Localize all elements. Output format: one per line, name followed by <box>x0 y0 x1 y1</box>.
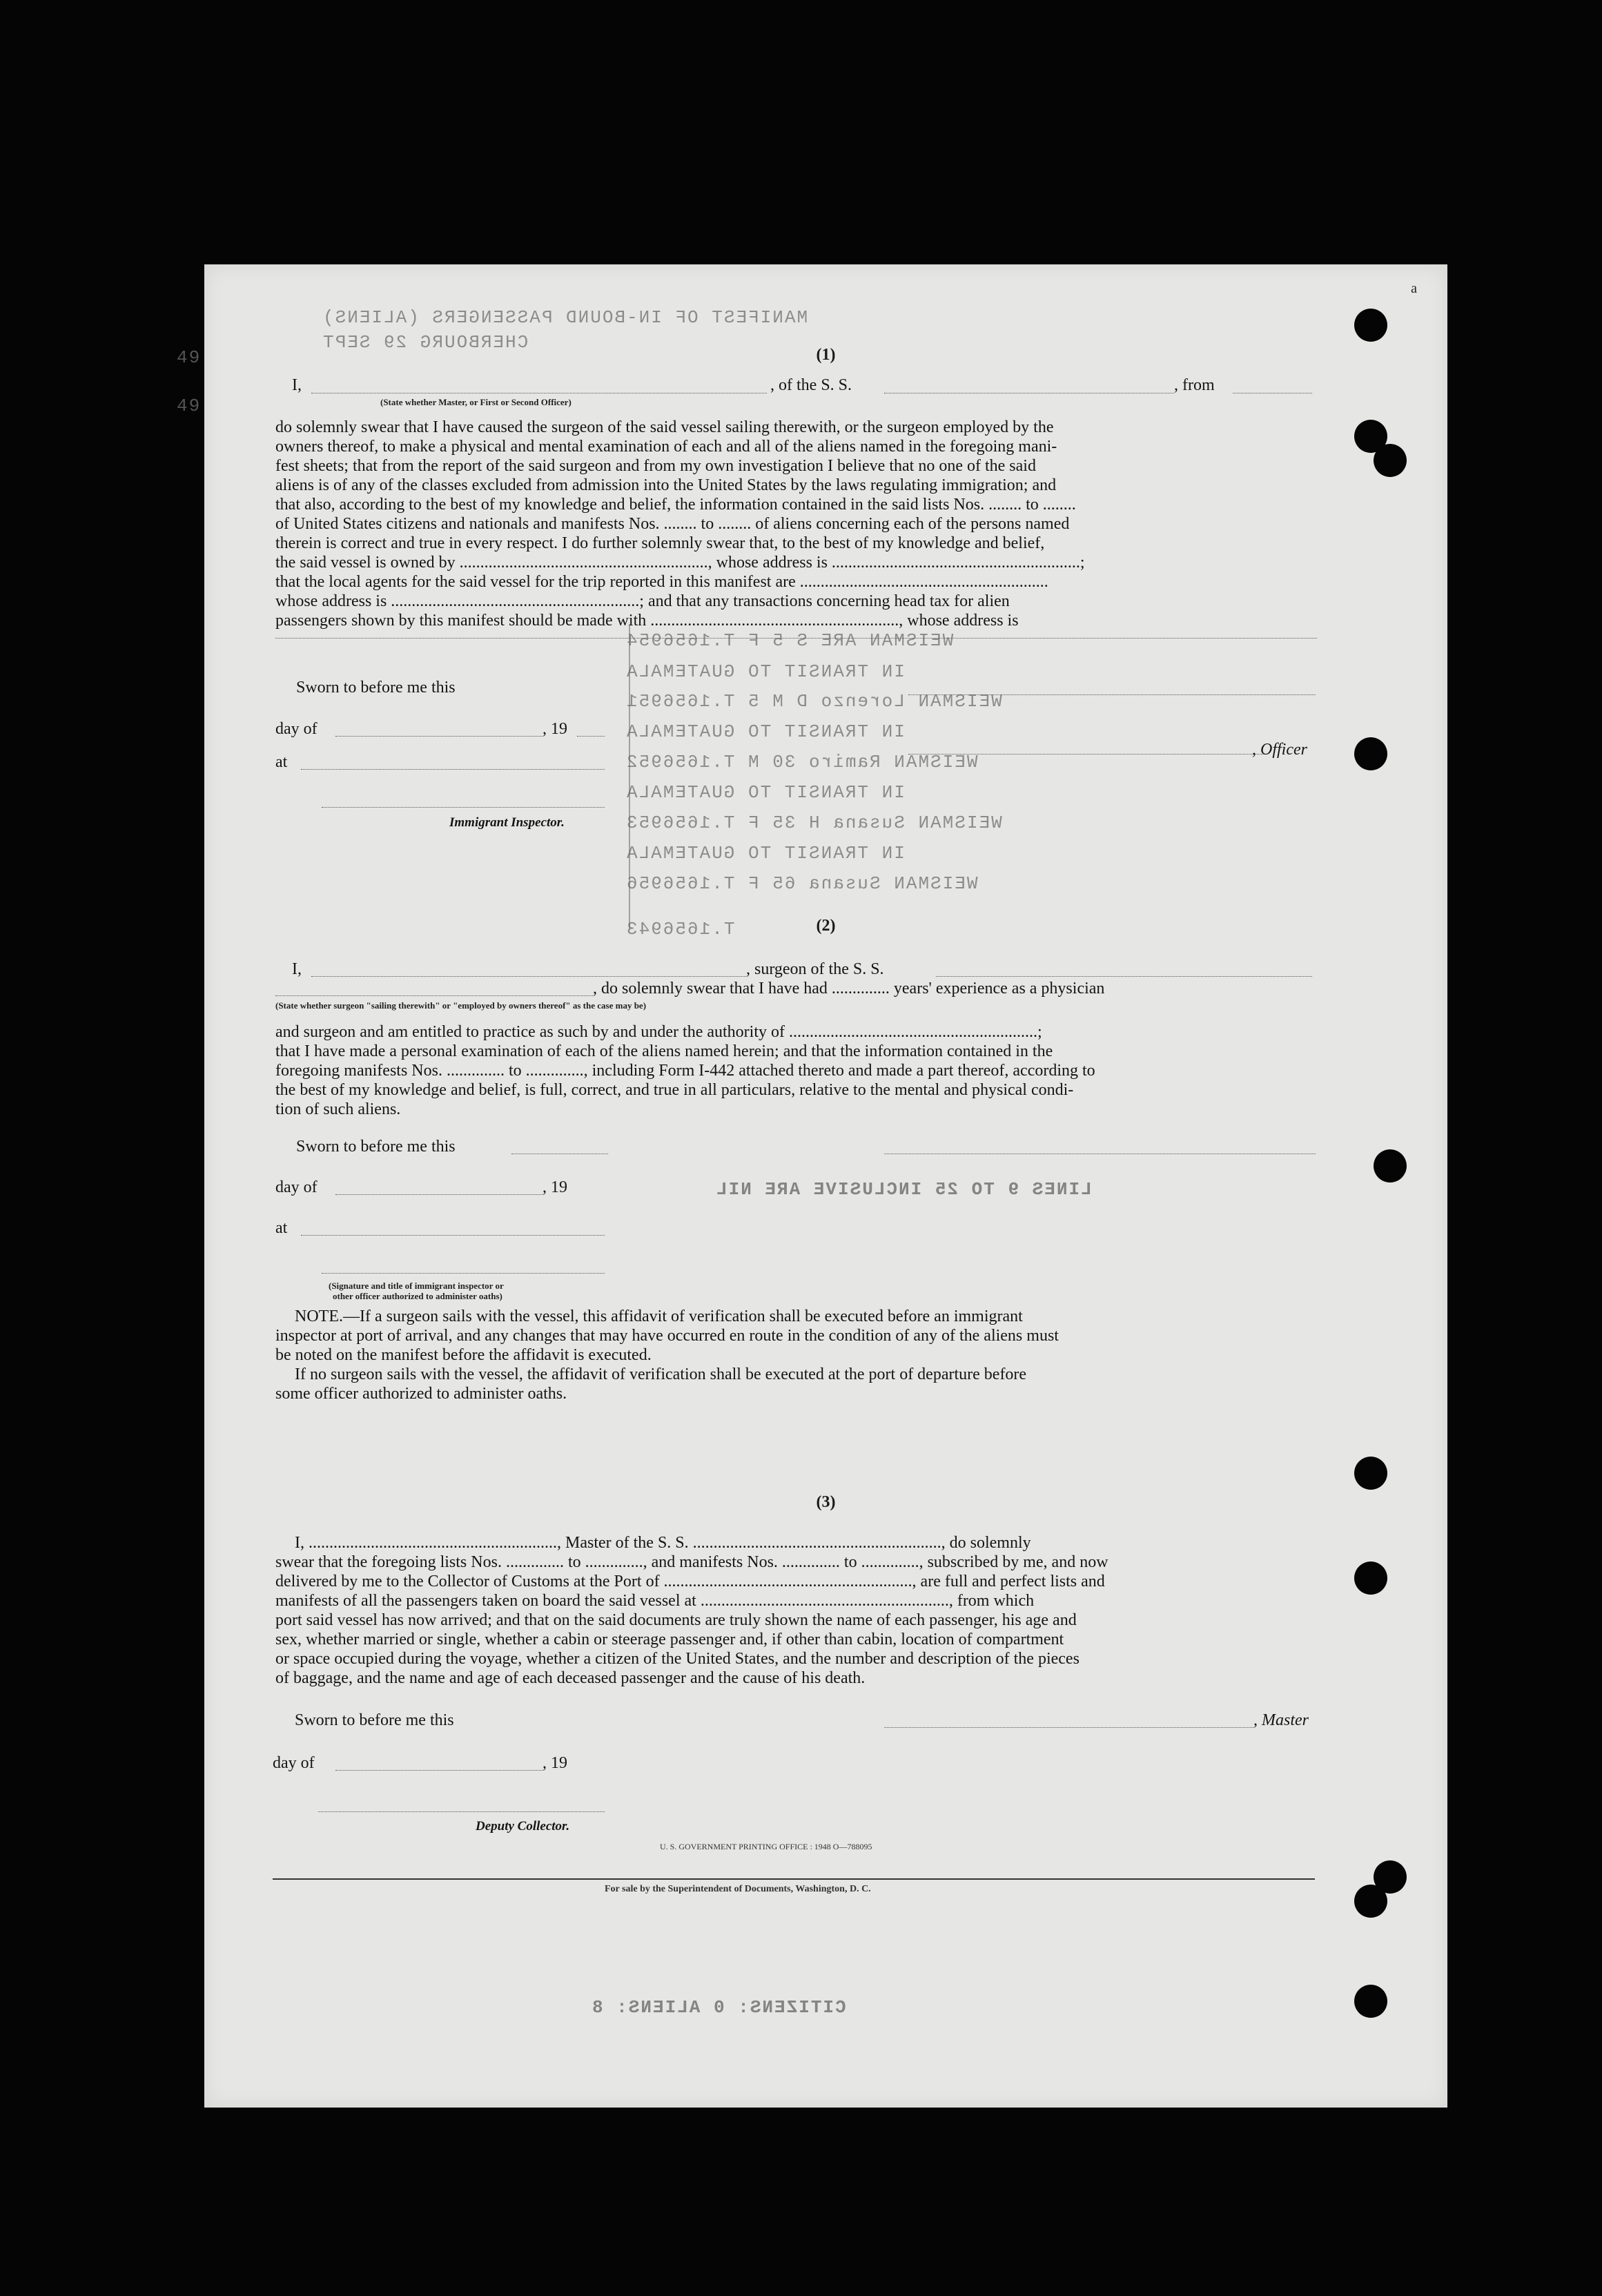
officer-signature-field[interactable] <box>908 694 1316 695</box>
affidavit3-year: , 19 <box>543 1754 567 1772</box>
bleed-line: WEISMAN Susana H 35 F T.1656953 <box>625 813 1002 833</box>
punch-hole <box>1374 444 1407 477</box>
affidavit2-sworn: Sworn to before me this <box>296 1138 456 1156</box>
surgeon-name-field[interactable] <box>311 975 746 977</box>
affidavit2-day-field[interactable] <box>335 1194 543 1195</box>
bleed-header-columns: CHERBOURG 29 SEPT <box>322 332 529 353</box>
affidavit1-body-line: whose address is ............................................................; and that any transactions concerning head tax for alien <box>275 592 1010 610</box>
head-tax-address-field[interactable] <box>275 637 1317 639</box>
affidavit3-body-line: port said vessel has now arrived; and that on the said documents are truly shown the name of each passenger, his age and <box>275 1611 1077 1629</box>
printing-office-line: U. S. GOVERNMENT PRINTING OFFICE : 1948 O—788095 <box>660 1842 872 1851</box>
affidavit2-i-label: I, <box>292 960 302 978</box>
punch-hole <box>1354 1985 1387 2018</box>
affidavit2-day-of: day of <box>275 1178 318 1196</box>
affidavit1-of-ss: , of the S. S. <box>770 376 852 394</box>
affidavit1-officer: , Officer <box>1252 741 1307 759</box>
officer-title-field[interactable] <box>908 753 1267 755</box>
footer-rule <box>273 1878 1315 1880</box>
affidavit3-day-of: day of <box>273 1754 315 1772</box>
officer-name-field[interactable] <box>311 392 767 393</box>
affidavit2-caption: (State whether surgeon "sailing therewith" or "employed by owners thereof" as the case may be) <box>275 1000 647 1011</box>
vessel-name-field[interactable] <box>884 392 1174 393</box>
bleed-line: WEISMAN Susana 65 F T.1656956 <box>625 873 978 894</box>
manifest-back-page <box>177 264 1447 2108</box>
bleed-line: IN TRANSIT TO GUATEMALA <box>625 782 905 803</box>
affidavit1-body-line: the said vessel is owned by ............................................................, whose address is ............................................................; <box>275 554 1085 572</box>
affidavit3-body-line: delivered by me to the Collector of Customs at the Port of ............................................................, are full and perfect lists and <box>275 1573 1105 1590</box>
punch-hole <box>1354 737 1387 770</box>
affidavit3-body-line: sex, whether married or single, whether a cabin or steerage passenger and, if other than cabin, location of compartment <box>275 1631 1064 1648</box>
affidavit2-sworn-day-field[interactable] <box>511 1153 608 1154</box>
bleed-bracket <box>629 623 637 930</box>
affidavit2-at-field[interactable] <box>301 1234 605 1236</box>
affidavit2-sig-caption-line: other officer authorized to administer oaths) <box>333 1291 502 1301</box>
page-number: a <box>1411 281 1417 296</box>
surgeon-type-field[interactable] <box>275 995 593 996</box>
affidavit3-body-line: swear that the foregoing lists Nos. .............. to .............., and manifests Nos. .............. to .............., subscribed by me, and now <box>275 1553 1108 1571</box>
punch-hole <box>1354 1562 1387 1595</box>
affidavit3-master: , Master <box>1253 1711 1309 1729</box>
note-line: inspector at port of arrival, and any changes that may have occurred en route in the condition of any of the aliens must <box>275 1327 1059 1345</box>
bleed-number-2: 49 <box>177 396 202 416</box>
punch-hole <box>1374 1149 1407 1183</box>
affidavit3-body-line: I, ............................................................, Master of the S. S. ............................................................, do solemnly <box>295 1534 1031 1552</box>
section-3-number: (3) <box>816 1493 836 1511</box>
punch-hole <box>1354 1457 1387 1490</box>
affidavit1-body-line: of United States citizens and nationals and manifests Nos. ........ to ........ of aliens concerning each of the persons named <box>275 515 1070 533</box>
bleed-citizens-aliens: CITIZENS: 0 ALIENS: 8 <box>591 1997 846 2018</box>
affidavit2-body-line: foregoing manifests Nos. .............. to .............., including Form I-442 attached thereto and made a part thereof, according to <box>275 1062 1095 1080</box>
affidavit2-body-line: the best of my knowledge and belief, is full, correct, and true in all particulars, relative to the mental and physical condi- <box>275 1081 1074 1099</box>
affidavit3-body-line: manifests of all the passengers taken on board the said vessel at ............................................................, from which <box>275 1592 1035 1610</box>
bleed-line: T.1656943 <box>625 919 735 940</box>
affidavit1-sworn: Sworn to before me this <box>296 679 456 697</box>
affidavit2-body-line: tion of such aliens. <box>275 1100 401 1118</box>
bleed-line: WEISMAN Lorenzo D M 5 T.1656951 <box>625 691 1002 712</box>
affidavit2-at: at <box>275 1219 288 1237</box>
affidavit1-body-line: passengers shown by this manifest should be made with ............................................................, whose address is <box>275 612 1019 630</box>
note-line: some officer authorized to administer oaths. <box>275 1385 567 1403</box>
note-line: NOTE.—If a surgeon sails with the vessel, this affidavit of verification shall be executed before an immigrant <box>295 1307 1023 1325</box>
affidavit1-at: at <box>275 753 288 771</box>
affidavit2-swear-line: , do solemnly swear that I have had .............. years' experience as a physician <box>593 980 1105 998</box>
note-line: be noted on the manifest before the affidavit is executed. <box>275 1346 652 1364</box>
punch-hole <box>1354 1885 1387 1918</box>
affidavit1-body-line: owners thereof, to make a physical and mental examination of each and all of the aliens named in the foregoing mani- <box>275 438 1057 456</box>
affidavit1-inspector: Immigrant Inspector. <box>449 815 565 830</box>
affidavit2-surgeon-of-ss: , surgeon of the S. S. <box>746 960 884 978</box>
affidavit1-body-line: that the local agents for the said vessel for the trip reported in this manifest are ............................................................ <box>275 573 1048 591</box>
affidavit1-body-line: aliens is of any of the classes excluded from admission into the United States by the laws regulating immigration; and <box>275 476 1057 494</box>
section-1-number: (1) <box>816 346 836 364</box>
affidavit1-year: , 19 <box>543 720 567 738</box>
affidavit1-body-line: do solemnly swear that I have caused the surgeon of the said vessel sailing therewith, or the surgeon employed by the <box>275 418 1054 436</box>
from-port-field[interactable] <box>1233 392 1312 393</box>
affidavit3-day-field[interactable] <box>335 1769 543 1771</box>
bleed-number: 49 <box>177 347 202 368</box>
section-2-number: (2) <box>816 917 836 935</box>
affidavit2-year: , 19 <box>543 1178 567 1196</box>
affidavit1-from: , from <box>1174 376 1215 394</box>
bleed-line: WEISMAN ARE S 5 F T.1656954 <box>625 630 954 651</box>
affidavit2-body-line: and surgeon and am entitled to practice as such by and under the authority of ............................................................; <box>275 1023 1042 1041</box>
affidavit2-sig-caption-line: (Signature and title of immigrant inspector or <box>329 1281 504 1291</box>
bleed-line: WEISMAN Ramiro 30 M T.1656952 <box>625 752 978 772</box>
bleed-line: IN TRANSIT TO GUATEMALA <box>625 721 905 742</box>
bleed-line: IN TRANSIT TO GUATEMALA <box>625 843 905 864</box>
affidavit1-day-of: day of <box>275 720 318 738</box>
deputy-collector-signature-field[interactable] <box>318 1811 605 1812</box>
affidavit3-body-line: of baggage, and the name and age of each deceased passenger and the cause of his death. <box>275 1669 866 1687</box>
affidavit1-body-line: that also, according to the best of my knowledge and belief, the information contained in the said lists Nos. ........ to ........ <box>275 496 1076 514</box>
affidavit1-day-field[interactable] <box>335 735 543 737</box>
affidavit1-i-label: I, <box>292 376 302 394</box>
affidavit1-officer-caption: (State whether Master, or First or Second Officer) <box>380 397 572 407</box>
affidavit3-deputy: Deputy Collector. <box>476 1819 570 1833</box>
surgeon-signature-field[interactable] <box>884 1153 1316 1154</box>
master-signature-field[interactable] <box>884 1726 1253 1728</box>
bleed-stamp-nil: LINES 9 TO 25 INCLUSIVE ARE NIL <box>715 1179 1092 1200</box>
affidavit3-body-line: or space occupied during the voyage, whether a citizen of the United States, and the number and description of the pieces <box>275 1650 1080 1668</box>
affidavit1-year-field[interactable] <box>577 735 605 737</box>
bleed-line: IN TRANSIT TO GUATEMALA <box>625 661 905 682</box>
affidavit1-at-field[interactable] <box>301 768 605 770</box>
inspector-signature-field[interactable] <box>322 806 605 808</box>
note-line: If no surgeon sails with the vessel, the affidavit of verification shall be executed at the port of departure before <box>295 1365 1027 1383</box>
affidavit3-sworn: Sworn to before me this <box>295 1711 454 1729</box>
bleed-header-title: MANIFEST OF IN-BOUND PASSENGERS (ALIENS) <box>322 307 808 328</box>
for-sale-line: For sale by the Superintendent of Documents, Washington, D. C. <box>605 1884 871 1894</box>
surgeon-vessel-field[interactable] <box>936 975 1312 977</box>
affidavit1-body-line: therein is correct and true in every respect. I do further solemnly swear that, to the best of my knowledge and belief, <box>275 534 1045 552</box>
affidavit1-body-line: fest sheets; that from the report of the said surgeon and from my own investigation I believe that no one of the said <box>275 457 1036 475</box>
affidavit2-body-line: that I have made a personal examination of each of the aliens named herein; and that the information contained in the <box>275 1042 1053 1060</box>
punch-hole <box>1354 309 1387 342</box>
administering-officer-signature-field[interactable] <box>322 1272 605 1274</box>
